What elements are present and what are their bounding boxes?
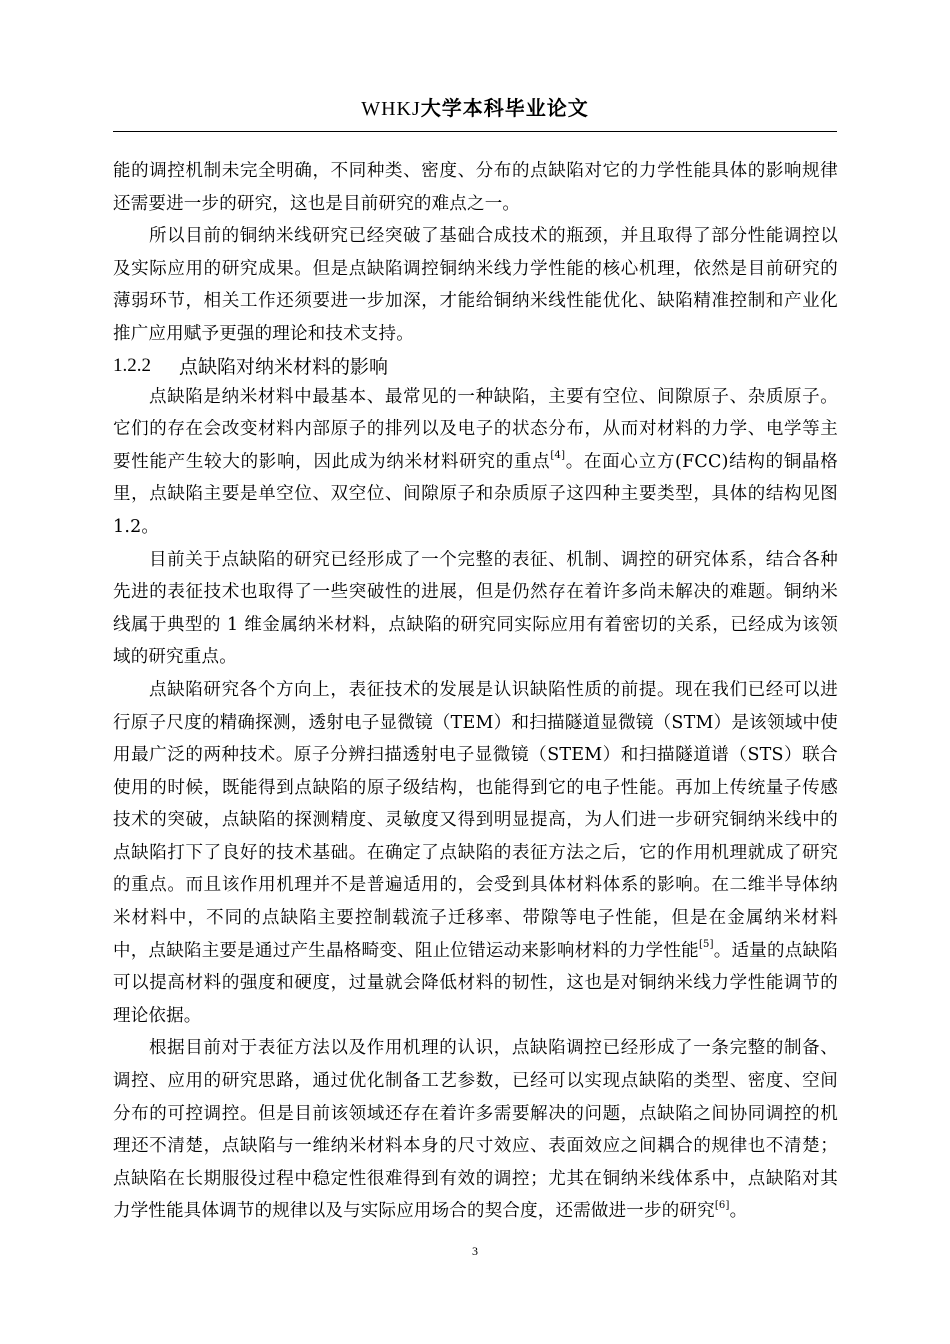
section-heading: [113, 351, 838, 381]
header-title: 大学本科毕业论文: [420, 96, 589, 120]
paragraph-research-status: 所以目前的铜纳米线研究已经突破了基础合成技术的瓶颈，并且取得了部分性能调控以及实际应用的研究成果。但是点缺陷调控铜纳米线力学性能的核心机理，依然是目前研究的薄弱环节，相关工作还须要进一步加深，才能给铜纳米线性能优化、缺陷精准控制和产业化推广应用赋予更强的理论和技术支持。: [113, 226, 838, 344]
body-text: [113, 155, 838, 1228]
section-title: 点缺陷对纳米材料的影响: [179, 356, 389, 379]
paragraph-text: 点缺陷研究各个方向上，表征技术的发展是认识缺陷性质的前提。现在我们已经可以进行原子尺度的精确探测，透射电子显微镜（TEM）和扫描隧道显微镜（STM）是该领域中使用最广泛的两种技术。原子分辨扫描透射电子显微镜（STEM）和扫描隧道谱（STS）联合使用的时候，既能得到点缺陷的原子级结构，也能得到它的电子性能。再加上传统量子传感技术的突破，点缺陷的探测精度、灵敏度又得到明显提高，为人们进一步研究铜纳米线中的点缺陷打下了良好的技术基础。在确定了点缺陷的表征方法之后，它的作用机理就成了研究的重点。而且该作用机理并不是普遍适用的，会受到具体材料体系的影响。在二维半导体纳米材料中，不同的点缺陷主要控制载流子迁移率、带隙等电子性能，但是在金属纳米材料中，点缺陷主要是通过产生晶格畸变、阻止位错运动来影响材料的力学性能: [113, 679, 838, 961]
paragraph-continuation: 能的调控机制未完全明确，不同种类、密度、分布的点缺陷对它的力学性能具体的影响规律还需要进一步的研究，这也是目前研究的难点之一。: [113, 161, 838, 214]
paragraph-text: 。适量的点缺陷可以提高材料的强度和硬度，过量就会降低材料的韧性，这也是对铜纳米线力学性能调节的理论依据。: [113, 940, 838, 1026]
paragraph-text: 。在面心立方(FCC)结构的铜晶格里，点缺陷主要是单空位、双空位、间隙原子和杂质原子这四种主要类型，具体的结构见图 1.2。: [113, 451, 838, 537]
citation-ref: [5]: [698, 938, 714, 950]
paragraph-characterization: [113, 674, 838, 1033]
paragraph-text: 。: [729, 1201, 748, 1222]
paragraph-research-system: 目前关于点缺陷的研究已经形成了一个完整的表征、机制、调控的研究体系，结合各种先进的表征技术也取得了一些突破性的进展，但是仍然存在着许多尚未解决的难题。铜纳米线属于典型的 1 维金属纳米材料，点缺陷的研究同实际应用有着密切的关系，已经成为该领域的研究重点。: [113, 549, 838, 668]
paragraph-regulation: [113, 1032, 838, 1228]
citation-ref: [6]: [714, 1199, 730, 1211]
paragraph-point-defects: [113, 381, 838, 544]
citation-ref: [4]: [550, 449, 566, 461]
section-number: 1.2.2: [113, 354, 151, 376]
running-header: [113, 92, 837, 124]
page-number: 3: [472, 1244, 478, 1258]
paragraph-text: 点缺陷是纳米材料中最基本、最常见的一种缺陷，主要有空位、间隙原子、杂质原子。它们的存在会改变材料内部原子的排列以及电子的状态分布，从而对材料的力学、电学等主要性能产生较大的影响，因此成为纳米材料研究的重点: [113, 386, 838, 472]
header-rule: [113, 131, 837, 132]
header-latin: WHKJ: [361, 98, 421, 120]
paragraph-text: 根据目前对于表征方法以及作用机理的认识，点缺陷调控已经形成了一条完整的制备、调控、应用的研究思路，通过优化制备工艺参数，已经可以实现点缺陷的类型、密度、空间分布的可控调控。但是目前该领域还存在着许多需要解决的问题，点缺陷之间协同调控的机理还不清楚，点缺陷与一维纳米材料本身的尺寸效应、表面效应之间耦合的规律也不清楚；点缺陷在长期服役过程中稳定性很难得到有效的调控；尤其在铜纳米线体系中，点缺陷对其力学性能具体调节的规律以及与实际应用场合的契合度，还需做进一步的研究: [113, 1038, 838, 1222]
